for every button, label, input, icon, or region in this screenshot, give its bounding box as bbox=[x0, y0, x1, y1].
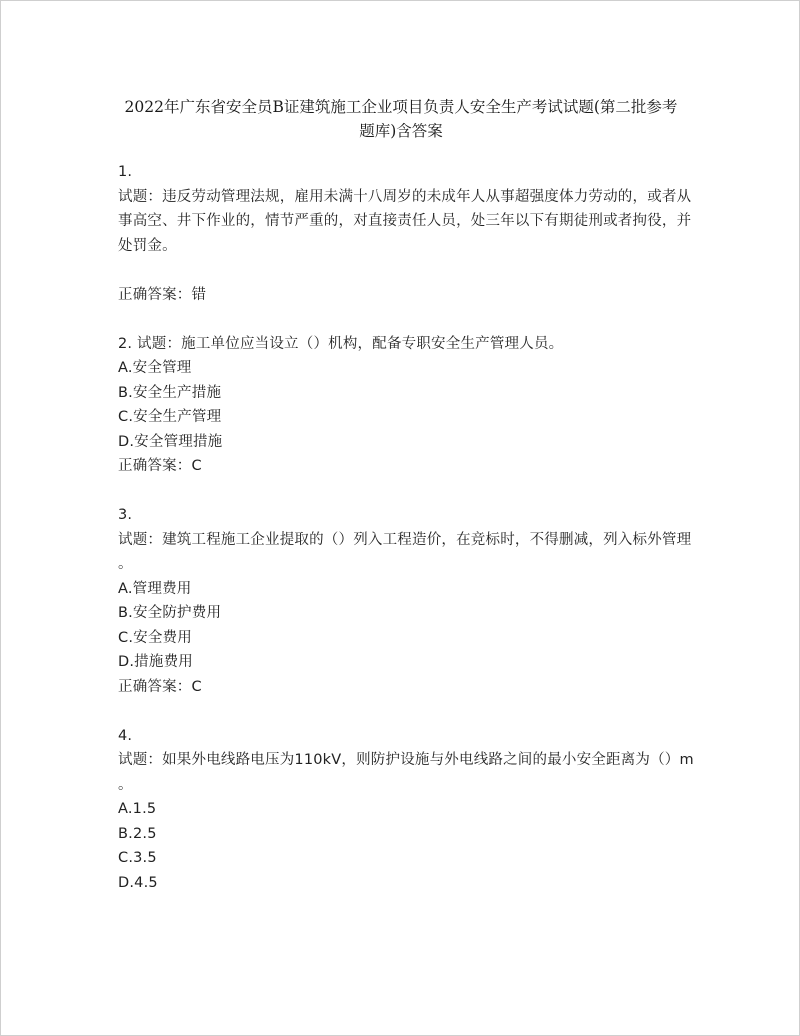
question-1 bbox=[118, 160, 698, 307]
correct-answer: 正确答案：C bbox=[118, 458, 202, 474]
question-stem-line: 。 bbox=[118, 556, 133, 572]
correct-answer: 正确答案：C bbox=[118, 678, 202, 695]
option-d: D.4.5 bbox=[118, 874, 158, 891]
question-3 bbox=[118, 503, 698, 699]
option-c: C.安全费用 bbox=[118, 629, 192, 646]
title-line-2: 题库)含答案 bbox=[359, 122, 443, 140]
option-a: A.管理费用 bbox=[118, 580, 192, 597]
correct-answer: 正确答案：错 bbox=[118, 286, 207, 303]
option-a: A.安全管理 bbox=[118, 360, 192, 376]
option-c: C.3.5 bbox=[118, 850, 157, 866]
title-line-1: 2022年广东省安全员B证建筑施工企业项目负责人安全生产考试试题(第二批参考 bbox=[124, 98, 678, 116]
question-number: 3. bbox=[118, 507, 133, 523]
option-b: B.2.5 bbox=[118, 825, 157, 842]
question-stem-line: 处罚金。 bbox=[118, 237, 177, 254]
question-stem-line: 。 bbox=[118, 776, 133, 793]
question-stem-line: 试题：建筑工程施工企业提取的（）列入工程造价，在竞标时，不得删减，列入标外管理 bbox=[118, 531, 692, 548]
question-4 bbox=[118, 724, 698, 896]
question-number: 1. bbox=[118, 164, 133, 180]
option-d: D.安全管理措施 bbox=[118, 433, 223, 450]
question-stem-line: 试题：违反劳动管理法规，雇用未满十八周岁的未成年人从事超强度体力劳动的，或者从 bbox=[118, 188, 692, 205]
option-b: B.安全防护费用 bbox=[118, 605, 222, 621]
question-stem: 2. 试题：施工单位应当设立（）机构，配备专职安全生产管理人员。 bbox=[118, 335, 564, 352]
option-a: A.1.5 bbox=[118, 801, 157, 817]
question-stem-line: 试题：如果外电线路电压为110kV，则防护设施与外电线路之间的最小安全距离为（）m bbox=[118, 752, 694, 768]
question-list bbox=[118, 160, 698, 895]
option-c: C.安全生产管理 bbox=[118, 409, 222, 425]
option-b: B.安全生产措施 bbox=[118, 384, 222, 401]
option-d: D.措施费用 bbox=[118, 654, 193, 670]
document-title bbox=[101, 95, 701, 143]
question-stem-line: 事高空、井下作业的，情节严重的，对直接责任人员，处三年以下有期徒刑或者拘役，并 bbox=[118, 213, 692, 229]
question-2 bbox=[118, 332, 698, 479]
question-number: 4. bbox=[118, 727, 133, 744]
